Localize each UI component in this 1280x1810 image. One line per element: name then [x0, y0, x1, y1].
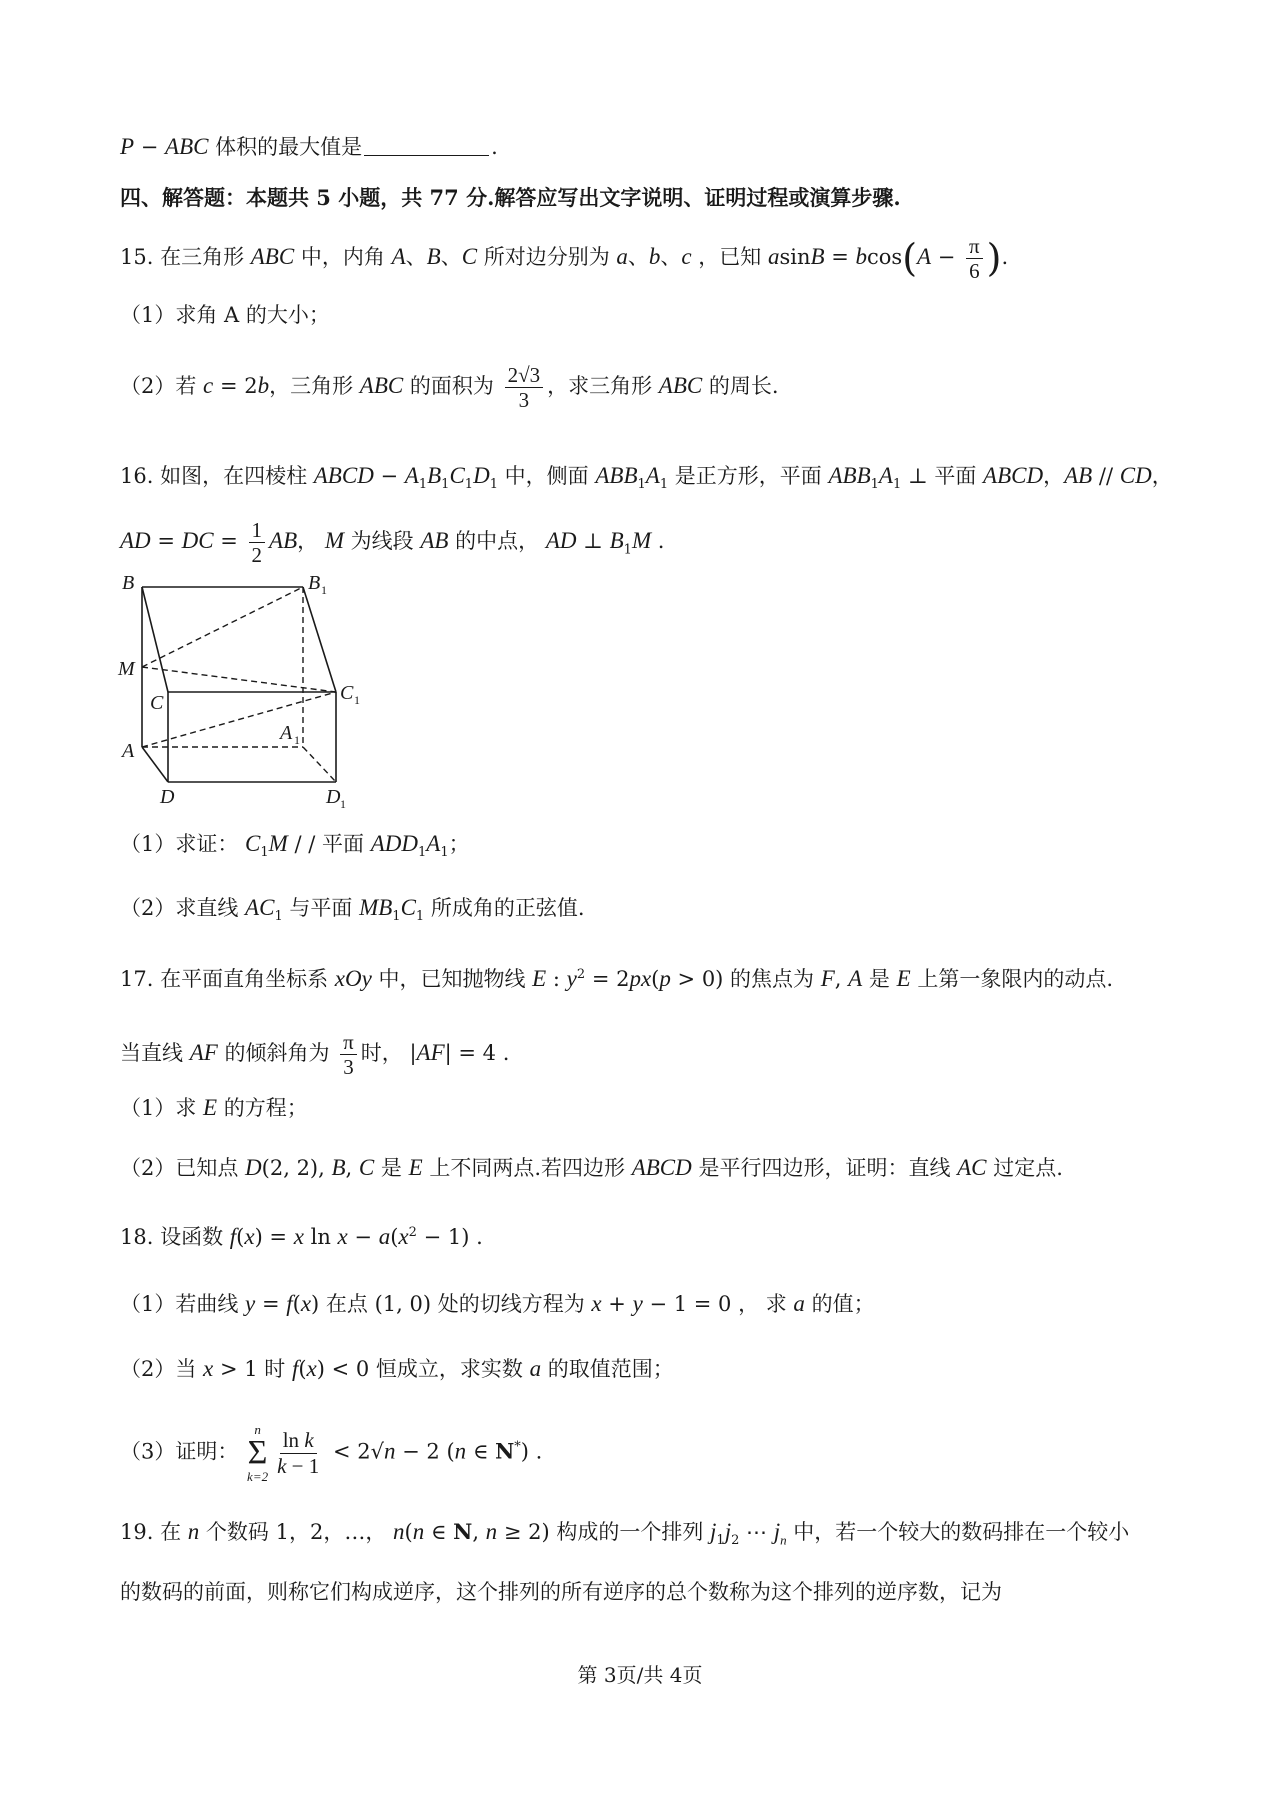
label-A1: A: [280, 722, 293, 744]
dash-M-B1: [142, 587, 303, 667]
q15-part2: （2）若 c = 2b，三角形 ABC 的面积为 $\frac{2√3}{3}$ ，求三角形 ABC 的周长.: [120, 363, 779, 413]
period: .: [491, 135, 498, 159]
label-A1-sub: 1: [294, 733, 300, 747]
label-B1-sub: 1: [321, 583, 327, 597]
label-B1: B: [308, 572, 321, 594]
edge-B1-C1: [303, 587, 336, 692]
section-heading: 四、解答题：本题共 5 小题，共 77 分.解答应写出文字说明、证明过程或演算步骤.: [120, 185, 901, 210]
q16-part2: （2）求直线 $AC_1$ 与平面 $MB_1C_1$ 所成角的正弦值.: [120, 895, 585, 925]
page-footer: 第 3页/共 4页: [577, 1663, 703, 1687]
q19-stem: 19. 在 n 个数码 1，2，…， n(n ∈ N, n ≥ 2) 构成的一个排列 $j_1j_2$ ⋯ $j_n$ 中，若一个较大的数码排在一个较小: [120, 1519, 1130, 1549]
q18-part2: （2）当 x > 1 时 f(x) < 0 恒成立，求实数 a 的取值范围；: [120, 1356, 674, 1381]
dash-M-C1: [142, 667, 336, 692]
dash-A1-D1: [303, 747, 336, 782]
label-C: C: [150, 692, 164, 714]
dash-A-C1: [142, 692, 336, 747]
q14-tail: P − ABC 体积的最大值是 .: [120, 134, 498, 159]
q18-part1: （1）若曲线 y = f(x) 在点 (1, 0) 处的切线方程为 x + y − 1 = 0 ， 求 a 的值；: [120, 1291, 875, 1316]
q18-stem: 18. 设函数 f(x) = x $\ln x - a(x^2 - 1)$ .: [120, 1224, 483, 1249]
q17-part2: （2）已知点 D(2, 2), B, C 是 E 上不同两点.若四边形 ABCD 是平行四边形，证明：直线 AC 过定点.: [120, 1155, 1063, 1180]
q15-stem: 15. 在三角形 ABC 中，内角 A、B、C 所对边分别为 a、b、c ，已知 asinB = bcos(A − $\frac{\pi}{6}$ ).: [120, 234, 1009, 284]
label-D: D: [160, 786, 175, 808]
label-A: A: [122, 740, 135, 762]
q18-part3: （3）证明： n Σ k=2 $\frac{\text{ln k}}{k - 1}$ < 2√n − 2 (n ∈ N*) .: [120, 1422, 543, 1484]
label-D1: D: [326, 786, 341, 808]
answer-blank[interactable]: [364, 135, 489, 156]
label-D1-sub: 1: [340, 797, 346, 811]
edge-B-C: [142, 587, 168, 692]
q17-condition: 当直线 AF 的倾斜角为 $\frac{\pi}{3}$ 时， |AF| = 4 .: [120, 1030, 510, 1080]
label-M: M: [118, 658, 135, 680]
q17-part1: （1）求 E 的方程；: [120, 1095, 308, 1120]
prism-diagram: [118, 572, 378, 811]
q15-part1: （1）求角 A 的大小；: [120, 303, 330, 327]
q16-part1: （1）求证： $C_1M$ / / 平面 $ADD_1A_1$；: [120, 831, 470, 861]
q16-conditions: AD = DC = $\frac{1}{2}$ AB， M 为线段 AB 的中点， AD ⊥ $B_1M$ .: [120, 518, 665, 568]
label-C1-sub: 1: [354, 693, 360, 707]
edge-A-D: [142, 747, 168, 782]
label-B: B: [122, 572, 135, 594]
q16-stem: 16. 如图，在四棱柱 ABCD − $A_1B_1C_1D_1$ 中，侧面 $ABB_1A_1$ 是正方形，平面 $ABB_1A_1$ ⊥ 平面 ABCD，AB // CD，: [120, 463, 1173, 493]
q17-stem: 17. 在平面直角坐标系 xOy 中，已知抛物线 E : $y^2 = 2px(p > 0)$ 的焦点为 F, A 是 E 上第一象限内的动点.: [120, 966, 1113, 991]
q19-continued: 的数码的前面，则称它们构成逆序，这个排列的所有逆序的总个数称为这个排列的逆序数，记为: [120, 1580, 1002, 1604]
label-C1: C: [340, 682, 354, 704]
